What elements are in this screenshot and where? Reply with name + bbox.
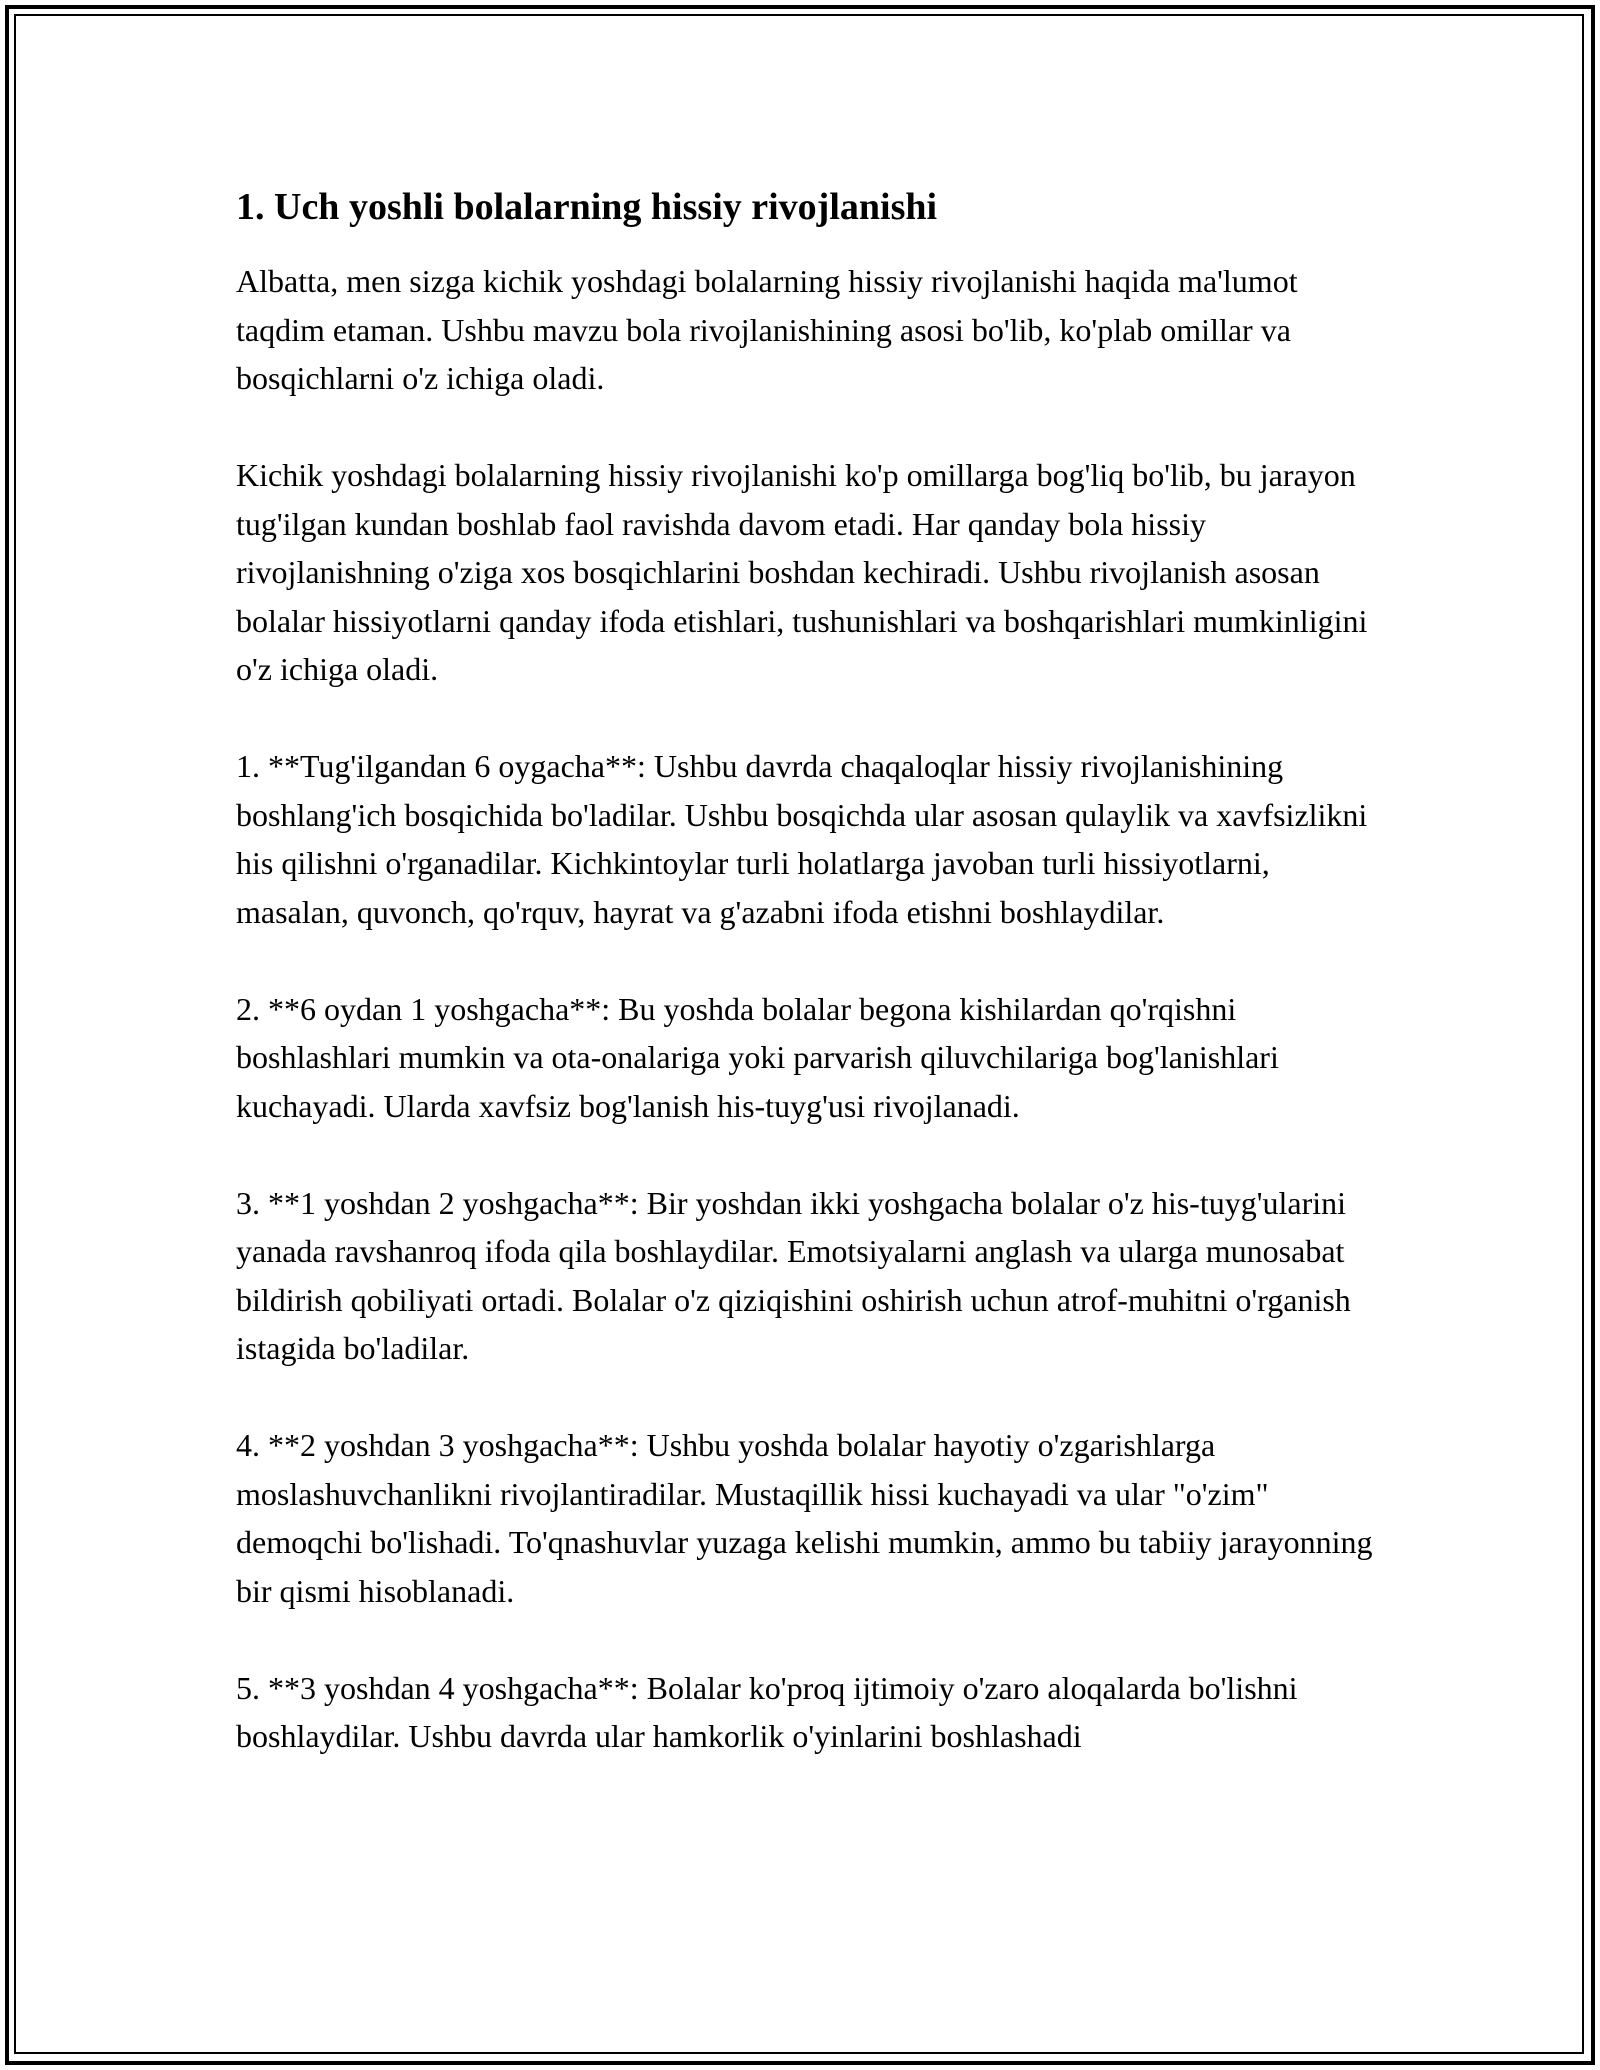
page-title: 1. Uch yoshli bolalarning hissiy rivojlanishi xyxy=(236,186,938,228)
paragraph-stage-2: 2. **6 oydan 1 yoshgacha**: Bu yoshda bolalar begona kishilardan qo'rqishni boshlashlari mumkin va ota-onalariga yoki parvarish qiluvchilariga bog'lanishlari kuchayadi. Ularda xavfsiz bog'lanish his-tuyg'usi rivojlanadi. xyxy=(236,990,1279,1124)
paragraph-stage-3: 3. **1 yoshdan 2 yoshgacha**: Bir yoshdan ikki yoshgacha bolalar o'z his-tuyg'ularini yanada ravshanroq ifoda qila boshlaydilar. Emotsiyalarni anglash va ularga munosabat bildirish qobiliyati ortadi. Bolalar o'z qiziqishini oshirish uchun atrof-muhitni o'rganish istagida bo'ladilar. xyxy=(236,1184,1351,1366)
document-body xyxy=(236,185,1386,1809)
paragraph-stage-5: 5. **3 yoshdan 4 yoshgacha**: Bolalar ko'proq ijtimoiy o'zaro aloqalarda bo'lishni boshlaydilar. Ushbu davrda ular hamkorlik o'yinlarini boshlashadi xyxy=(236,1669,1298,1754)
paragraph-stage-1: 1. **Tug'ilgandan 6 oygacha**: Ushbu davrda chaqaloqlar hissiy rivojlanishining boshlang'ich bosqichida bo'ladilar. Ushbu bosqichda ular asosan qulaylik va xavfsizlikni his qilishni o'rganadilar. Kichkintoylar turli holatlarga javoban turli hissiyotlarni, masalan, quvonch, qo'rquv, hayrat va g'azabni ifoda etishni boshlaydilar. xyxy=(236,748,1368,930)
paragraph-stage-4: 4. **2 yoshdan 3 yoshgacha**: Ushbu yoshda bolalar hayotiy o'zgarishlarga moslashuvchanlikni rivojlantiradilar. Mustaqillik hissi kuchayadi va ular "o'zim" demoqchi bo'lishadi. To'qnashuvlar yuzaga kelishi mumkin, ammo bu tabiiy jarayonning bir qismi hisoblanadi. xyxy=(236,1427,1373,1609)
paragraph-intro: Albatta, men sizga kichik yoshdagi bolalarning hissiy rivojlanishi haqida ma'lumot taqdim etaman. Ushbu mavzu bola rivojlanishining asosi bo'lib, ko'plab omillar va bosqichlarni o'z ichiga oladi. xyxy=(236,263,1298,396)
paragraph-overview: Kichik yoshdagi bolalarning hissiy rivojlanishi ko'p omillarga bog'liq bo'lib, bu jarayon tug'ilgan kundan boshlab faol ravishda davom etadi. Har qanday bola hissiy rivojlanishning o'ziga xos bosqichlarini boshdan kechiradi. Ushbu rivojlanish asosan bolalar hissiyotlarni qanday ifoda etishlari, tushunishlari va boshqarishlari mumkinligini o'z ichiga oladi. xyxy=(236,457,1368,687)
